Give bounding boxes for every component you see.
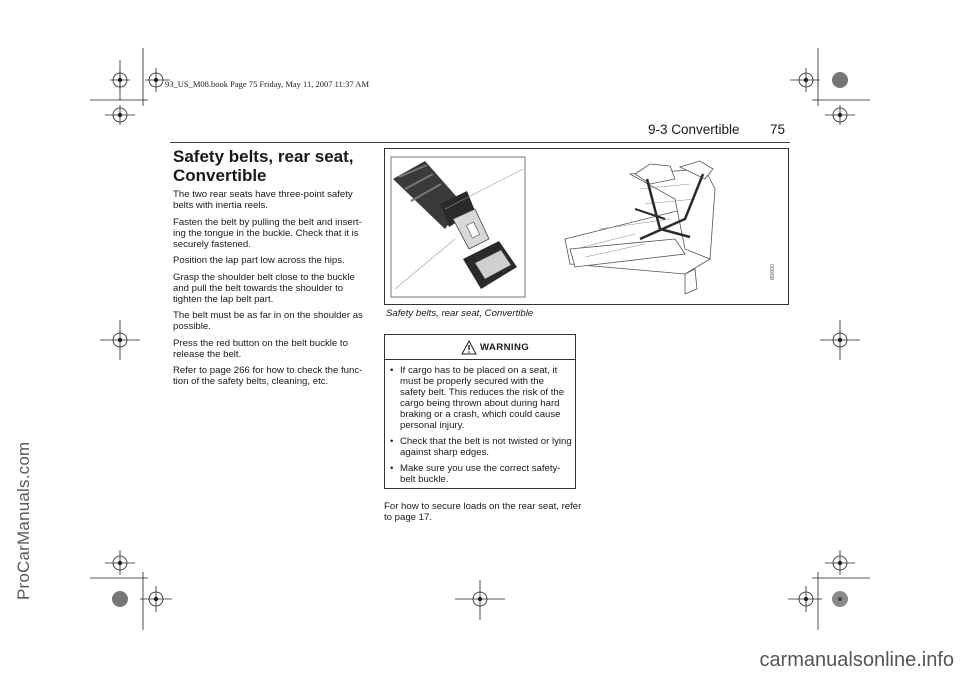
seat-belt-illustration [385,149,788,304]
seat-belt-figure [384,148,789,305]
figure-caption: Safety belts, rear seat, Convertible [386,308,534,319]
running-header-section: 9-3 Convertible [648,122,740,137]
warning-label: WARNING [480,342,530,353]
figure-code: IB0000 [770,264,776,280]
bottom-watermark: carmanualsonline.info [759,649,954,671]
warning-box [384,334,576,489]
side-watermark: ProCarManuals.com [14,441,33,600]
paragraph: The two rear seats have three-point safety belts with inertia reels. [173,189,353,211]
paragraph: Position the lap part low across the hips. [173,255,345,266]
warning-item: • Check that the belt is not twisted or lying against sharp edges. [390,436,572,458]
print-info: 93_US_M08.book Page 75 Friday, May 11, 2007 11:37 AM [165,79,369,89]
body-text [173,189,373,393]
paragraph: Grasp the shoulder belt close to the buckle and pull the belt towards the shoulder to tighten the lap belt part. [173,271,355,305]
page-number: 75 [770,122,786,137]
paragraph: Fasten the belt by pulling the belt and insert-ing the tongue in the buckle. Check that it is securely fastened. [173,216,362,250]
section-title: Safety belts, rear seat, Convertible [173,147,354,185]
warning-header [385,335,575,360]
warning-item: • Make sure you use the correct safety-belt buckle. [390,463,572,485]
header-rule [170,142,790,143]
paragraph: Refer to page 266 for how to check the func-tion of the safety belts, cleaning, etc. [173,365,363,387]
warning-item: • If cargo has to be placed on a seat, it must be properly secured with the safety belt. This reduces the risk of the cargo being thrown about during hard braking or a crash, which could cause personal injury. [390,365,572,431]
paragraph: Press the red button on the belt buckle to release the belt. [173,337,348,360]
load-securing-note: For how to secure loads on the rear seat, refer to page 17. [384,501,582,523]
warning-list [390,365,572,490]
warning-triangle-icon [461,340,477,355]
paragraph: The belt must be as far in on the shoulder as possible. [173,310,363,332]
